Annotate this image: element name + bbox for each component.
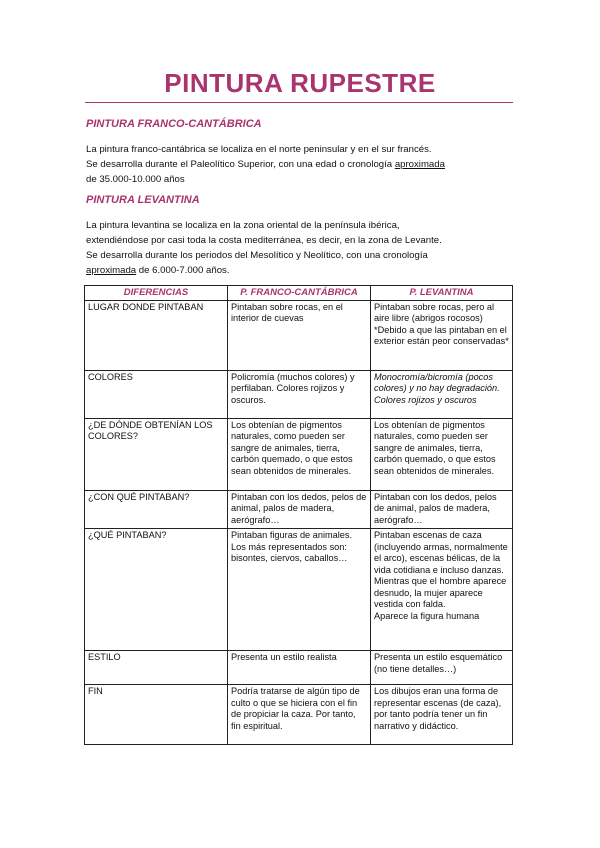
table-row — [85, 529, 513, 651]
levantina-line-4-text: de 6.000-7.000 años. — [136, 265, 230, 276]
franco-cell: Los obtenían de pigmentos naturales, como pueden ser sangre de animales, tierra, carbón quemado, o que estos sean obtenidos de minerales. — [228, 418, 371, 490]
levantina-cell: Presenta un estilo esquemático (no tiene detalles…) — [371, 651, 513, 685]
row-label-con-que: ¿CON QUÉ PINTABAN? — [85, 490, 228, 529]
franco-line-2 — [86, 157, 516, 172]
levantina-paragraph — [86, 218, 516, 278]
levantina-line-2: extendiéndose por casi toda la costa mediterránea, es decir, en la zona de Levante. — [86, 235, 442, 246]
row-label-fin: FIN — [85, 685, 228, 745]
header-diferencias: DIFERENCIAS — [85, 286, 228, 301]
franco-cell: Pintaban sobre rocas, en el interior de cuevas — [228, 300, 371, 370]
franco-line-1: La pintura franco-cantábrica se localiza en el norte peninsular y en el sur francés. — [86, 144, 432, 155]
levantina-cell-note: Colores rojizos y oscuros — [374, 394, 477, 405]
table-row — [85, 651, 513, 685]
levantina-cell — [371, 300, 513, 370]
levantina-cell-text: Pintaban sobre rocas, pero al aire libre (abrigos rocosos) — [374, 301, 495, 323]
header-levantina: P. LEVANTINA — [371, 286, 513, 301]
row-label-obtener-colores: ¿DE DÓNDE OBTENÍAN LOS COLORES? — [85, 418, 228, 490]
table-row — [85, 418, 513, 490]
row-label-que-pintaban: ¿QUÉ PINTABAN? — [85, 529, 228, 651]
levantina-line-1: La pintura levantina se localiza en la zona oriental de la península ibérica, — [86, 220, 400, 231]
levantina-cell: Los dibujos eran una forma de representar escenas (de caza), por tanto podría tener un fin narrativo y didáctico. — [371, 685, 513, 745]
franco-cell: Podría tratarse de algún tipo de culto o que se hiciera con el fin de propiciar la caza. Por tanto, fin espiritual. — [228, 685, 371, 745]
table-row — [85, 685, 513, 745]
levantina-cell-text: Pintaban escenas de caza (incluyendo armas, normalmente el arco), escenas bélicas, de la vida cotidiana e incluso danzas. Mientras que el hombre aparece desnudo, la mujer aparece vestida con falda. — [374, 530, 508, 609]
levantina-cell-note: *Debido a que las pintaban en el exterior están peor conservadas* — [374, 324, 509, 346]
levantina-cell: Pintaban con los dedos, pelos de animal, palos de madera, aerógrafo… — [371, 490, 513, 529]
franco-cell: Policromía (muchos colores) y perfilaban. Colores rojizos y oscuros. — [228, 370, 371, 418]
comparison-table — [84, 285, 513, 745]
levantina-cell-note: Aparece la figura humana — [374, 610, 480, 621]
row-label-estilo: ESTILO — [85, 651, 228, 685]
franco-cell: Pintaban con los dedos, pelos de animal, palos de madera, aerógrafo… — [228, 490, 371, 529]
franco-underlined-word: aproximada — [394, 159, 445, 170]
levantina-cell — [371, 529, 513, 651]
header-franco-cantabrica: P. FRANCO-CANTÁBRICA — [228, 286, 371, 301]
table-row — [85, 490, 513, 529]
table-row — [85, 370, 513, 418]
franco-cell: Pintaban figuras de animales. Los más representados son: bisontes, ciervos, caballos… — [228, 529, 371, 651]
table-row — [85, 300, 513, 370]
levantina-heading: PINTURA LEVANTINA — [86, 194, 200, 206]
table-header-row — [85, 286, 513, 301]
levantina-underlined-word: aproximada — [86, 265, 137, 276]
levantina-line-4 — [86, 263, 516, 278]
levantina-cell — [371, 370, 513, 418]
row-label-lugar: LUGAR DONDE PINTABAN — [85, 300, 228, 370]
franco-cantabrica-heading: PINTURA FRANCO-CANTÁBRICA — [86, 118, 262, 130]
franco-cantabrica-paragraph — [86, 142, 516, 187]
levantina-cell: Los obtenían de pigmentos naturales, como pueden ser sangre de animales, tierra, carbón quemado, o que estos sean obtenidos de minerales. — [371, 418, 513, 490]
levantina-cell-text: Monocromía/bicromía (pocos colores) y no hay degradación. — [374, 371, 500, 393]
levantina-line-3: Se desarrolla durante los periodos del Mesolítico y Neolítico, con una cronología — [86, 250, 428, 261]
page-title: PINTURA RUPESTRE — [164, 68, 436, 98]
franco-line-2-text: Se desarrolla durante el Paleolítico Superior, con una edad o cronología — [86, 159, 395, 170]
franco-cell: Presenta un estilo realista — [228, 651, 371, 685]
franco-line-3: de 35.000-10.000 años — [86, 174, 185, 185]
row-label-colores: COLORES — [85, 370, 228, 418]
title-divider — [85, 102, 513, 103]
